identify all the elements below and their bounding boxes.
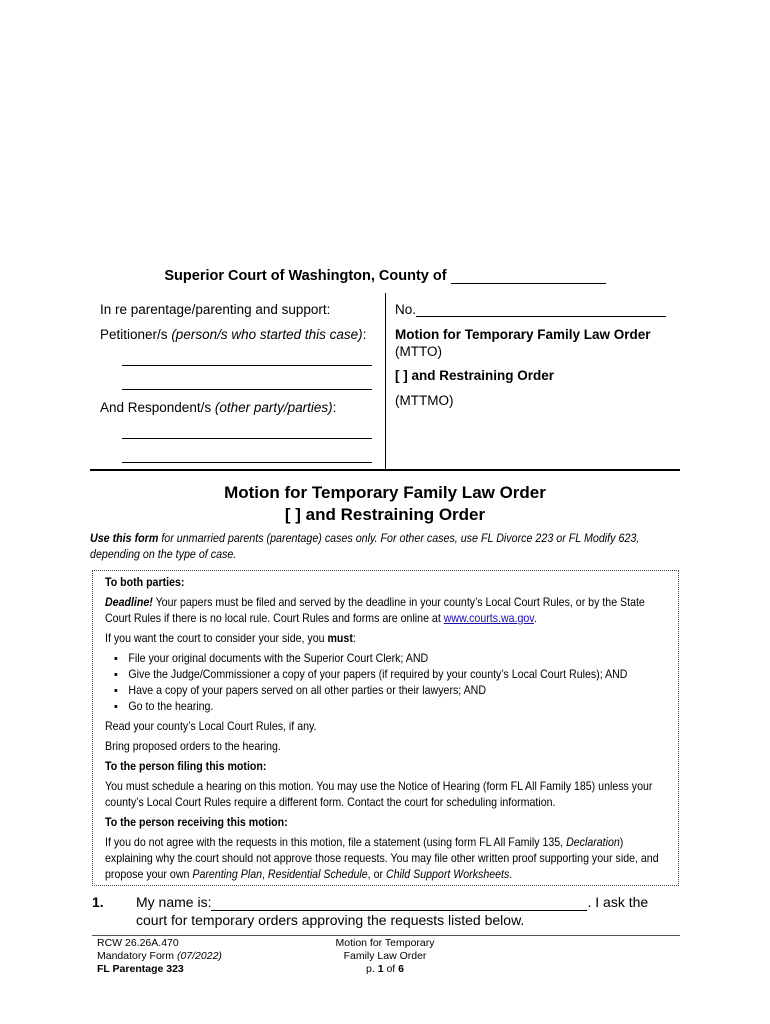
- caption-motion-title: Motion for Temporary Family Law Order: [395, 327, 651, 342]
- filing-text: You must schedule a hearing on this motion. You may use the Notice of Hearing (form FL All Family 185) unless your county’s Local Court Rules require a different form. Contact the court for scheduling information.: [105, 779, 653, 809]
- footer-center: [300, 937, 470, 976]
- title-line-1: Motion for Temporary Family Law Order: [224, 483, 546, 502]
- courts-link[interactable]: www.courts.wa.gov: [443, 611, 534, 625]
- case-number: [395, 302, 666, 317]
- bring-orders: Bring proposed orders to the hearing.: [105, 739, 281, 753]
- receiving-heading: To the person receiving this motion:: [105, 815, 288, 829]
- petitioner-line-1[interactable]: [122, 365, 372, 366]
- petitioner-label: Petitioner/s (person/s who started this case):: [100, 327, 367, 342]
- respondent-line-2[interactable]: [122, 462, 372, 463]
- deadline-text: Your papers must be filed and served by the deadline in your county’s Local Court Rules, or by the State Court Rules if there is no local rule. Court Rules and forms are online at: [105, 595, 645, 625]
- petitioner-label-text: Petitioner/s: [100, 327, 168, 342]
- caption-bottom-rule: [90, 469, 680, 471]
- list-item: ▪ Have a copy of your papers served on all other parties or their lawyers; AND: [128, 682, 663, 698]
- respondent-line-1[interactable]: [122, 438, 372, 439]
- item-1-label: My name is:: [136, 894, 212, 910]
- mandatory-text: Mandatory Form: [97, 950, 175, 962]
- court-title: [0, 268, 770, 284]
- court-title-text: Superior Court of Washington, County of: [164, 268, 447, 284]
- respondent-label: And Respondent/s (other party/parties):: [100, 400, 337, 415]
- restraining-checkbox[interactable]: [ ]: [395, 368, 408, 383]
- intro-bold: Use this form: [90, 533, 159, 545]
- or-text: , or: [367, 867, 384, 881]
- in-re-label: In re parentage/parenting and support:: [100, 302, 331, 317]
- intro-note: [90, 531, 648, 563]
- item-1-after: . I ask the: [587, 894, 649, 910]
- receiving-text-1: If you do not agree with the requests in this motion, file a statement (using form FL All Family 135,: [105, 835, 564, 849]
- caption-restraining-code: (MTTMO): [395, 393, 454, 408]
- receiving-paragraph: [105, 834, 663, 882]
- notice-box: [92, 570, 679, 886]
- footer-center-line-1: Motion for Temporary: [335, 937, 435, 949]
- page-total: 6: [398, 963, 404, 975]
- consider-paragraph: If you want the court to consider your side, you must:: [105, 631, 356, 645]
- caption-restraining[interactable]: [395, 368, 554, 383]
- comma: ,: [262, 867, 265, 881]
- page-prefix: p.: [366, 963, 375, 975]
- child-support-ref: Child Support Worksheets: [385, 867, 510, 881]
- name-blank[interactable]: [211, 895, 587, 911]
- item-1-line-2: court for temporary orders approving the requests listed below.: [136, 912, 525, 928]
- item-1-number: 1.: [92, 894, 104, 910]
- consider-must: must: [327, 631, 353, 645]
- parenting-plan-ref: Parenting Plan: [192, 867, 263, 881]
- document-title: [0, 482, 770, 526]
- footer-left: [97, 937, 222, 976]
- deadline-label: Deadline!: [105, 595, 153, 609]
- title-line-2: [ ] and Restraining Order: [284, 505, 486, 524]
- footer-rcw: RCW 26.26A.470: [97, 937, 179, 949]
- intro-text: for unmarried parents (parentage) cases only. For other cases, use FL Divorce 223 or FL Modify 623, depending on the type of case.: [90, 533, 640, 561]
- form-id: FL Parentage 323: [97, 963, 184, 975]
- period: .: [509, 867, 513, 881]
- petitioner-hint: (person/s who started this case): [171, 327, 363, 342]
- receiving-declaration: Declaration: [566, 835, 620, 849]
- list-item: ▪ File your original documents with the Superior Court Clerk; AND: [128, 650, 663, 666]
- receiving-text-2: ) explaining why the court should not approve those requests. You may file other written proof supporting your side, and propose your own: [105, 835, 659, 881]
- county-blank[interactable]: [451, 283, 606, 284]
- case-number-blank[interactable]: [416, 302, 666, 317]
- item-1: [92, 893, 692, 929]
- list-item: ▪ Give the Judge/Commissioner a copy of your papers (if required by your county’s Local Court Rules); AND: [128, 666, 663, 682]
- both-parties-heading: To both parties:: [105, 575, 185, 589]
- respondent-hint: (other party/parties): [214, 400, 333, 415]
- case-number-label: No.: [395, 302, 417, 317]
- footer-rule: [92, 935, 680, 936]
- form-date: (07/2022): [176, 950, 222, 962]
- page-current: 1: [377, 963, 384, 975]
- respondent-label-text: And Respondent/s: [100, 400, 212, 415]
- restraining-label: and Restraining Order: [411, 368, 555, 383]
- filing-heading: To the person filing this motion:: [105, 759, 267, 773]
- page-number: [300, 963, 470, 976]
- consider-text: If you want the court to consider your side, you: [105, 631, 325, 645]
- deadline-paragraph: Deadline! Your papers must be filed and served by the deadline in your county’s Local Court Rules, or by the State Court Rules if there is no local rule. Court Rules and forms are online at www.courts.wa.gov.: [105, 595, 645, 625]
- list-item: ▪ Go to the hearing.: [128, 698, 663, 714]
- caption-divider: [385, 293, 386, 471]
- requirements-list: [105, 650, 663, 714]
- petitioner-line-2[interactable]: [122, 389, 372, 390]
- page-of: of: [386, 963, 396, 975]
- footer-center-line-2: Family Law Order: [343, 950, 427, 962]
- footer-mandatory: [97, 950, 222, 963]
- residential-schedule-ref: Residential Schedule: [267, 867, 368, 881]
- caption-motion-code: (MTTO): [395, 344, 442, 359]
- read-rules: Read your county’s Local Court Rules, if any.: [105, 719, 317, 733]
